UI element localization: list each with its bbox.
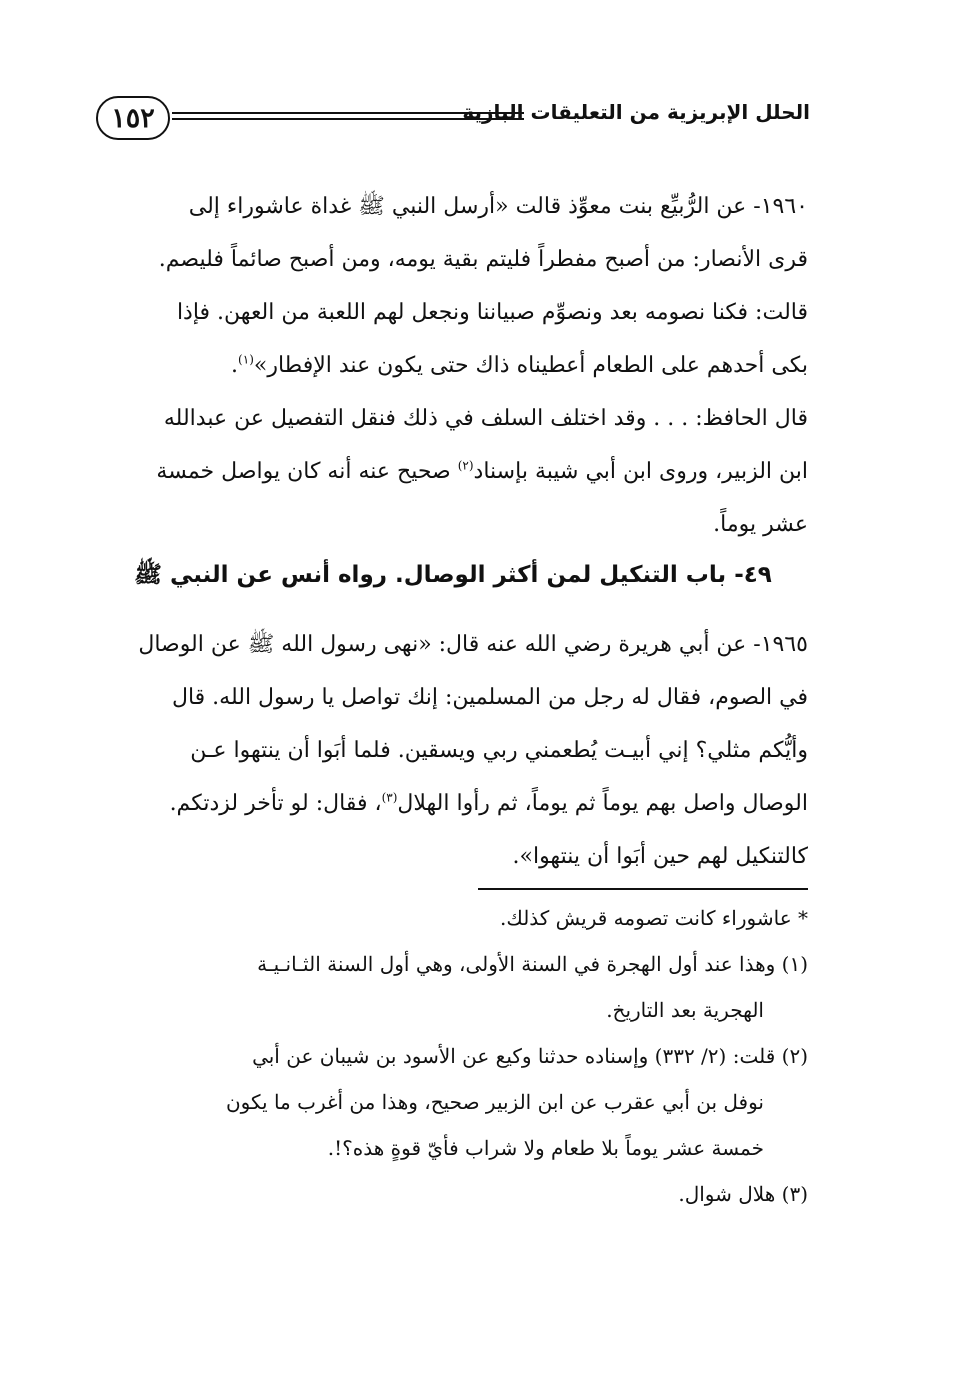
- footnote-2-line-3: خمسة عشر يوماً بلا طعام ولا شراب فأيّ قوةٍ هذه؟!.: [327, 1136, 764, 1160]
- hadith-1965-line-2: في الصوم، فقال له رجل من المسلمين: إنك تواصل يا رسول الله. قال: [171, 685, 808, 710]
- hadith-1965-line-1: ١٩٦٥- عن أبي هريرة رضي الله عنه قال: «نهى رسول الله ﷺ عن الوصال: [138, 632, 808, 657]
- page-number-badge: ١٥٢: [96, 96, 170, 140]
- hadith-1960-end: .: [231, 353, 239, 378]
- hadith-1960: [98, 180, 808, 392]
- hafiz-line-1: قال الحافظ: . . . وقد اختلف السلف في ذلك فنقل التفصيل عن عبدالله: [163, 406, 808, 431]
- hadith-1965-line-4: [98, 777, 808, 830]
- footnote-3: (٣) هلال شوال.: [678, 1182, 808, 1206]
- hadith-1965: [98, 618, 808, 883]
- hafiz-line-2-rest: صحيح عنه أنه كان يواصل خمسة: [156, 459, 458, 484]
- hadith-1965-line-4-text: الوصال واصل بهم يوماً ثم يوماً، ثم رأوا الهلال: [397, 791, 808, 816]
- hadith-1960-line-2: قرى الأنصار: من أصبح مفطراً فليتم بقية يومه، ومن أصبح صائماً فليصم.: [158, 247, 808, 272]
- hafiz-line-2-text: ابن الزبير، وروى ابن أبي شيبة بإسناد: [473, 459, 808, 484]
- footnote-1-line-2: الهجرية بعد التاريخ.: [606, 998, 764, 1022]
- footnote-2-line-1: (٢) قلت: (٢/ ٣٣٢) وإسناده حدثنا وكيع عن الأسود بن شيبان عن أبي: [252, 1044, 808, 1068]
- hadith-1965-line-4-rest: ، فقال: لو تأخر لزدتكم.: [169, 791, 382, 816]
- hadith-1965-line-3: وأيُّكم مثلي؟ إني أبيـت يُطعمني ربي ويسقين. فلما أبَوا أن ينتهوا عـن: [190, 738, 808, 763]
- footnote-ref-3: (٣): [381, 790, 398, 805]
- footnote-2-line-2: نوفل بن أبي عقرب عن ابن الزبير صحيح، وهذا من أغرب ما يكون: [225, 1090, 764, 1114]
- hadith-1960-line-4-text: بكى أحدهم على الطعام أعطيناه ذاك حتى يكون عند الإفطار»: [253, 353, 808, 378]
- footnote-divider: [478, 888, 808, 890]
- footnotes: [98, 895, 808, 1217]
- hafiz-line-3: عشر يوماً.: [713, 512, 808, 537]
- running-title: الحلل الإبريزية من التعليقات البازية: [462, 100, 810, 124]
- footnote-1-line-1: (١) وهذا عند أول الهجرة في السنة الأولى، وهي أول السنة الثـانـيـة: [257, 952, 808, 976]
- hafiz-comment: [98, 392, 808, 551]
- hafiz-line-2: [98, 445, 808, 498]
- footnote-ref-2: (٢): [457, 458, 474, 473]
- footnote-ref-1: (١): [238, 352, 254, 367]
- hadith-1960-line-4: [98, 339, 808, 392]
- chapter-heading: ٤٩- باب التنكيل لمن أكثر الوصال. رواه أنس عن النبي ﷺ: [134, 562, 772, 588]
- page-header: [96, 96, 810, 144]
- footnote-star: * عاشوراء كانت تصومه قريش كذلك.: [499, 906, 808, 930]
- hadith-1960-line-3: قالت: فكنا نصومه بعد ونصوِّم صبياننا ونجعل لهم اللعبة من العهن. فإذا: [176, 300, 808, 325]
- hadith-1965-line-5: كالتنكيل لهم حين أبَوا أن ينتهوا».: [512, 844, 808, 869]
- hadith-1960-line-1: ١٩٦٠- عن الرُّبيِّع بنت معوِّذ قالت «أرسل النبي ﷺ غداة عاشوراء إلى: [188, 194, 808, 219]
